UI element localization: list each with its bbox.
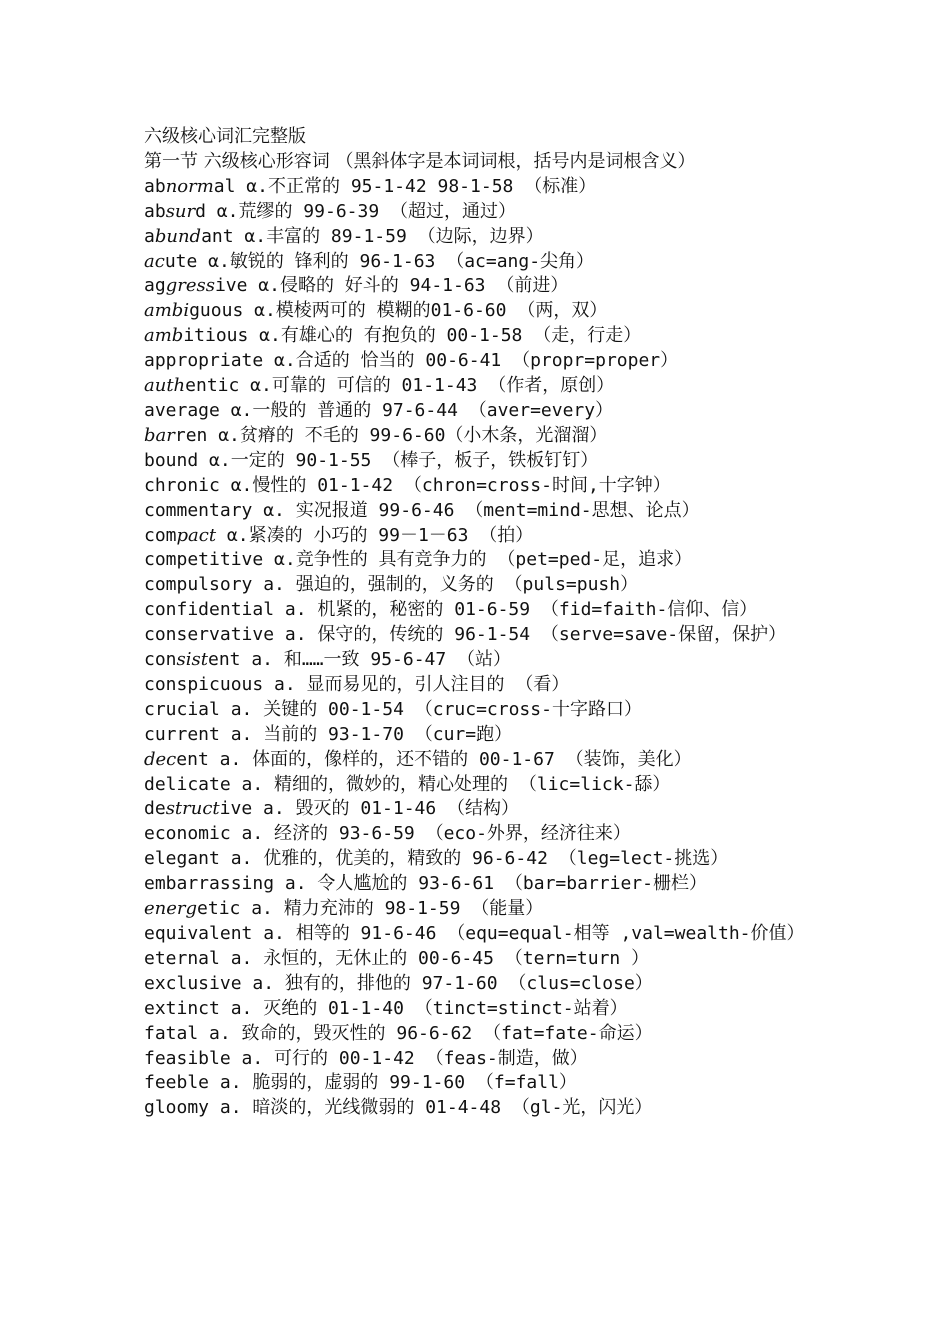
entry-text: com xyxy=(144,524,177,546)
vocabulary-entry xyxy=(144,324,804,349)
vocabulary-entry xyxy=(144,972,804,997)
entry-text: conservative a. 保守的，传统的 96-1-54 （serve=save-保留，保护） xyxy=(144,624,787,646)
entry-text: elegant a. 优雅的，优美的，精致的 96-6-42 （leg=lect-挑选） xyxy=(144,848,729,870)
vocabulary-entry xyxy=(144,374,804,399)
entry-text: de xyxy=(144,798,166,820)
entry-text: delicate a. 精细的，微妙的，精心处理的 （lic=lick-舔） xyxy=(144,773,671,795)
vocabulary-entry xyxy=(144,1071,804,1096)
vocabulary-entry xyxy=(144,723,804,748)
word-root: ac xyxy=(144,250,165,272)
word-root: amb xyxy=(144,325,184,347)
vocabulary-entry xyxy=(144,897,804,922)
entry-text: ute α.敏锐的 锋利的 96-1-63 （ac=ang-尖角） xyxy=(164,250,595,272)
vocabulary-entry xyxy=(144,872,804,897)
vocabulary-entry xyxy=(144,598,804,623)
vocabulary-entry xyxy=(144,648,804,673)
entry-text: exclusive a. 独有的，排他的 97-1-60 （clus=close） xyxy=(144,972,653,994)
vocabulary-entry xyxy=(144,449,804,474)
entry-text: con xyxy=(144,649,177,671)
entry-text: ent a. 体面的，像样的，还不错的 00-1-67 （装饰，美化） xyxy=(176,748,692,770)
vocabulary-entry xyxy=(144,773,804,798)
document-body xyxy=(144,125,804,1121)
entry-text: appropriate α.合适的 恰当的 00-6-41 （propr=proper） xyxy=(144,350,679,372)
entry-text: eternal a. 永恒的，无休止的 00-6-45 （tern=turn ） xyxy=(144,947,650,969)
vocabulary-entry xyxy=(144,997,804,1022)
entry-text: ab xyxy=(144,175,166,197)
vocabulary-entry xyxy=(144,1047,804,1072)
word-root: bar xyxy=(144,424,175,446)
word-root: struct xyxy=(165,798,220,820)
entry-text: confidential a. 机紧的，秘密的 01-6-59 （fid=faith-信仰、信） xyxy=(144,599,758,621)
entry-text: extinct a. 灭绝的 01-1-40 （tinct=stinct-站着） xyxy=(144,997,628,1019)
entry-text: guous α.模棱两可的 模糊的01-6-60 （两，双） xyxy=(189,300,608,322)
word-root: dec xyxy=(144,748,177,770)
entry-text: etic a. 精力充沛的 98-1-59 （能量） xyxy=(197,898,544,920)
entry-text: economic a. 经济的 93-6-59 （eco-外界，经济往来） xyxy=(144,823,631,845)
word-root: norm xyxy=(165,175,214,197)
word-root: sur xyxy=(165,200,196,222)
vocabulary-entry xyxy=(144,399,804,424)
entry-text: ive a. 毁灭的 01-1-46 （结构） xyxy=(219,798,520,820)
vocabulary-entry xyxy=(144,623,804,648)
word-root: pact xyxy=(176,524,217,546)
document-title: 六级核心词汇完整版 xyxy=(144,126,306,147)
entry-text: crucial a. 关键的 00-1-54 （cruc=cross-十字路口） xyxy=(144,698,642,720)
vocabulary-entry xyxy=(144,225,804,250)
vocabulary-entry xyxy=(144,499,804,524)
word-root: gress xyxy=(165,275,215,297)
vocabulary-entry xyxy=(144,250,804,275)
vocabulary-entry xyxy=(144,175,804,200)
vocabulary-entry xyxy=(144,1022,804,1047)
vocabulary-entry xyxy=(144,748,804,773)
word-root: auth xyxy=(144,375,186,397)
vocabulary-entry xyxy=(144,349,804,374)
entry-text: d α.荒缪的 99-6-39 （超过，通过） xyxy=(195,200,517,222)
vocabulary-entry xyxy=(144,200,804,225)
entry-text: competitive α.竞争性的 具有竞争力的 （pet=ped-足，追求） xyxy=(144,549,693,571)
vocabulary-entry xyxy=(144,299,804,324)
word-root: sist xyxy=(176,649,208,671)
entry-text: ag xyxy=(144,275,166,297)
entry-text: fatal a. 致命的，毁灭性的 96-6-62 （fat=fate-命运） xyxy=(144,1022,653,1044)
vocabulary-list xyxy=(144,175,804,1121)
section-heading: 第一节 六级核心形容词 （黑斜体字是本词词根，括号内是词根含义） xyxy=(144,150,696,172)
entry-text: equivalent a. 相等的 91-6-46 （equ=equal-相等 ,val=wealth-价值） xyxy=(144,923,805,944)
word-root: bund xyxy=(154,225,202,247)
vocabulary-entry xyxy=(144,847,804,872)
vocabulary-entry xyxy=(144,822,804,847)
entry-text: chronic α.慢性的 01-1-42 （chron=cross-时间,十字钟） xyxy=(144,474,671,496)
entry-text: compulsory a. 强迫的，强制的，义务的 （puls=push） xyxy=(144,574,639,596)
vocabulary-entry xyxy=(144,922,804,947)
vocabulary-entry xyxy=(144,274,804,299)
word-root: ambi xyxy=(144,300,190,322)
vocabulary-entry xyxy=(144,573,804,598)
entry-text: bound α.一定的 90-1-55 （棒子，板子，铁板钉钉） xyxy=(144,449,599,471)
entry-text: al α.不正常的 95-1-42 98-1-58 （标准） xyxy=(213,175,597,197)
entry-text: conspicuous a. 显而易见的，引人注目的 （看） xyxy=(144,673,570,695)
vocabulary-entry xyxy=(144,947,804,972)
entry-text: current a. 当前的 93-1-70 （cur=跑） xyxy=(144,723,513,745)
vocabulary-entry xyxy=(144,548,804,573)
vocabulary-entry xyxy=(144,1096,804,1121)
vocabulary-entry xyxy=(144,474,804,499)
entry-text: a xyxy=(144,225,155,247)
entry-text: average α.一般的 普通的 97-6-44 （aver=every） xyxy=(144,399,614,421)
entry-text: feeble a. 脆弱的，虚弱的 99-1-60 （f=fall） xyxy=(144,1072,577,1094)
vocabulary-entry xyxy=(144,797,804,822)
entry-text: ive α.侵略的 好斗的 94-1-63 （前进） xyxy=(214,275,569,297)
vocabulary-entry xyxy=(144,424,804,449)
vocabulary-entry xyxy=(144,698,804,723)
entry-text: itious α.有雄心的 有抱负的 00-1-58 （走，行走） xyxy=(183,325,642,347)
vocabulary-entry xyxy=(144,673,804,698)
word-root: energ xyxy=(144,898,198,920)
vocabulary-entry xyxy=(144,524,804,549)
entry-text: commentary α. 实况报道 99-6-46 （ment=mind-思想、论点） xyxy=(144,499,700,521)
entry-text: ren α.贫瘠的 不毛的 99-6-60（小木条，光溜溜） xyxy=(174,424,608,446)
entry-text: entic α.可靠的 可信的 01-1-43 （作者，原创） xyxy=(185,375,615,397)
entry-text: ent a. 和……一致 95-6-47 （站） xyxy=(207,649,512,671)
entry-text: α.紧凑的 小巧的 99－1－63 （拍） xyxy=(216,524,534,546)
entry-text: ant α.丰富的 89-1-59 （边际，边界） xyxy=(201,225,544,247)
entry-text: gloomy a. 暗淡的，光线微弱的 01-4-48 （gl-光，闪光） xyxy=(144,1097,653,1119)
entry-text: embarrassing a. 令人尴尬的 93-6-61 （bar=barrier-栅栏） xyxy=(144,873,707,895)
entry-text: feasible a. 可行的 00-1-42 （feas-制造，做） xyxy=(144,1047,588,1069)
entry-text: ab xyxy=(144,200,166,222)
